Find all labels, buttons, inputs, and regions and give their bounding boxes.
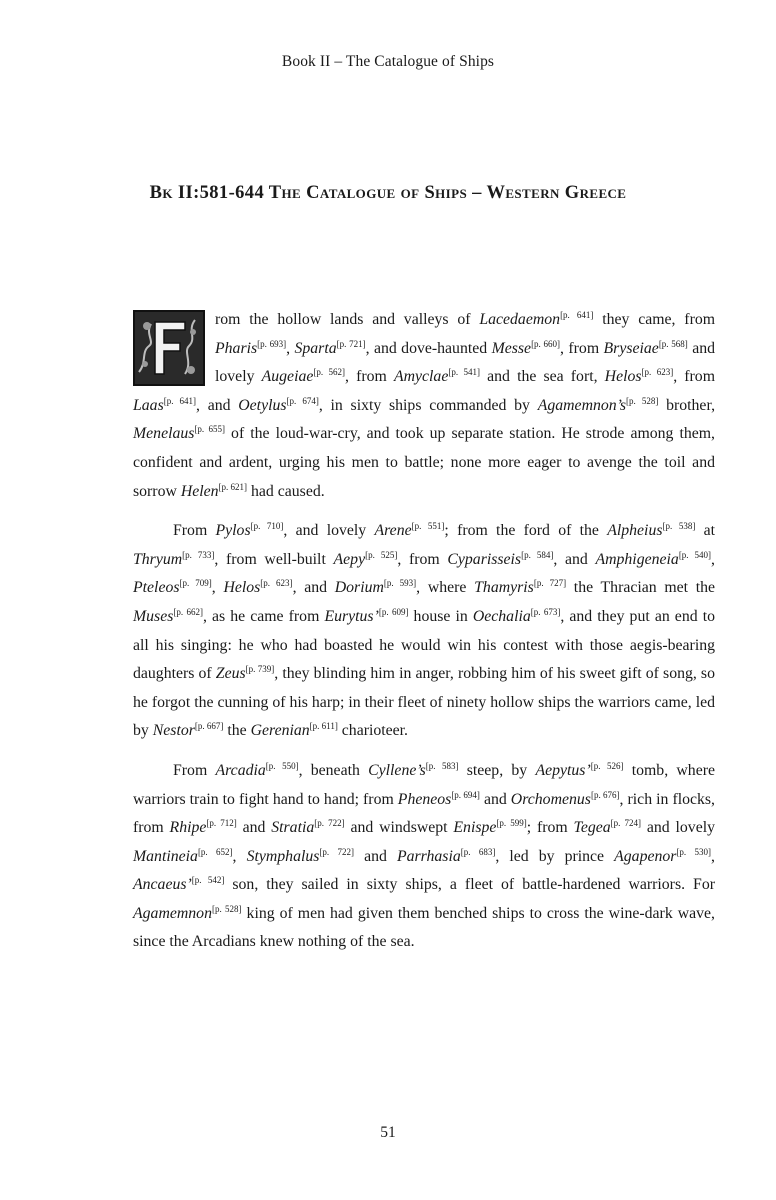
text-run: king of men had given them benched ships to cross the wine-dark wave, since the Arcadians knew nothing of the sea. bbox=[133, 904, 716, 951]
text-run: , from bbox=[560, 339, 604, 357]
text-run: brother, bbox=[658, 396, 716, 414]
text-run: , bbox=[286, 339, 295, 357]
text-run: house in bbox=[408, 607, 473, 625]
page-reference: [p. 599] bbox=[496, 818, 527, 829]
text-run: , bbox=[232, 847, 247, 865]
text-run: and the sea fort, bbox=[480, 368, 605, 386]
page-reference: [p. 525] bbox=[365, 549, 398, 560]
proper-name: Nestor bbox=[152, 722, 195, 740]
text-run: steep, by bbox=[458, 761, 536, 779]
page-reference: [p. 655] bbox=[194, 424, 226, 435]
page-reference: [p. 662] bbox=[173, 606, 203, 617]
proper-name: Aepytus’ bbox=[535, 761, 591, 779]
proper-name: Oechalia bbox=[472, 607, 531, 625]
text-run: and windswept bbox=[344, 819, 454, 837]
text-run: , from bbox=[397, 550, 448, 568]
text-run: rom the hollow lands and valleys of bbox=[215, 311, 480, 328]
proper-name: Agapenor bbox=[614, 847, 677, 865]
proper-name: Pylos bbox=[215, 522, 251, 540]
proper-name: Orchomenus bbox=[510, 790, 591, 808]
proper-name: Thamyris bbox=[474, 579, 534, 597]
text-run: , in sixty ships commanded by bbox=[318, 396, 538, 414]
paragraph-2 bbox=[133, 517, 715, 746]
proper-name: Amyclae bbox=[393, 368, 449, 386]
proper-name: Tegea bbox=[573, 819, 611, 837]
page-reference: [p. 694] bbox=[451, 789, 480, 800]
text-run: ; from the ford of the bbox=[444, 522, 608, 540]
text-run: , beneath bbox=[298, 761, 369, 779]
page-reference: [p. 526] bbox=[590, 760, 624, 771]
proper-name: Menelaus bbox=[133, 425, 195, 443]
proper-name: Mantineia bbox=[133, 847, 198, 865]
proper-name: Pteleos bbox=[133, 579, 180, 597]
text-run: and bbox=[479, 790, 511, 808]
proper-name: Cyllene’s bbox=[368, 761, 426, 779]
page-reference: [p. 709] bbox=[179, 578, 212, 589]
proper-name: Rhipe bbox=[169, 819, 207, 837]
text-run: son, they sailed in sixty ships, a fleet of battle-hardened warriors. For bbox=[224, 876, 716, 894]
text-run: tomb, where warriors train to fight hand to hand; from bbox=[133, 761, 715, 808]
page-reference: [p. 660] bbox=[531, 338, 561, 349]
page-reference: [p. 733] bbox=[182, 549, 215, 560]
page-reference: [p. 712] bbox=[206, 818, 237, 829]
paragraph-1 bbox=[133, 306, 715, 506]
text-run: , from well-built bbox=[214, 550, 334, 568]
text-run: From bbox=[173, 522, 216, 540]
text-run: of the loud-war-cry, and took up separate station. He strode among them, confident and ardent, urging his men to battle; none more eager to avenge the toil and sorrow bbox=[133, 425, 716, 500]
text-run: the Thracian met the bbox=[566, 579, 716, 597]
proper-name: Arene bbox=[374, 522, 412, 540]
chapter-title: Bk II:581-644 The Catalogue of Ships – Western Greece bbox=[149, 183, 627, 203]
text-run: , from bbox=[673, 368, 715, 386]
text-run: , and dove-haunted bbox=[365, 339, 492, 357]
page-reference: [p. 724] bbox=[610, 818, 642, 829]
page-reference: [p. 593] bbox=[383, 578, 417, 589]
proper-name: Zeus bbox=[215, 665, 246, 683]
text-run: , and they put an end to all his singing: he who had boasted he would win his contest with those aegis-bearing daughters of bbox=[133, 607, 715, 683]
page-reference: [p. 674] bbox=[286, 395, 319, 406]
text-run: , as he came from bbox=[203, 607, 325, 625]
page-reference: [p. 540] bbox=[678, 549, 712, 560]
page-reference: [p. 739] bbox=[245, 664, 275, 675]
page-reference: [p. 530] bbox=[676, 846, 712, 857]
proper-name: Augeiae bbox=[261, 368, 314, 386]
proper-name: Pheneos bbox=[397, 790, 452, 808]
running-head: Book II – The Catalogue of Ships bbox=[281, 53, 495, 70]
page-reference: [p. 623] bbox=[641, 367, 674, 378]
page-reference: [p. 542] bbox=[191, 875, 225, 886]
text-run: , and bbox=[553, 550, 596, 568]
text-run: , bbox=[211, 579, 224, 597]
text-run: , bbox=[711, 847, 715, 865]
text-run: , from bbox=[345, 368, 394, 386]
dropcap-ornament bbox=[133, 310, 205, 386]
page-reference: [p. 584] bbox=[521, 549, 554, 560]
text-run: , rich in flocks, from bbox=[133, 790, 716, 837]
page-reference: [p. 667] bbox=[194, 721, 224, 732]
text-run: , they blinding him in anger, robbing him of his sweet gift of song, so he forgot the cunning of his harp; in their fleet of ninety hollow ships the warriors came, led by bbox=[133, 665, 715, 740]
text-run: From bbox=[173, 761, 216, 779]
proper-name: Bryseiae bbox=[603, 339, 659, 357]
text-run: , and lovely bbox=[283, 522, 375, 540]
page-reference: [p. 641] bbox=[163, 395, 197, 406]
proper-name: Enispe bbox=[453, 819, 497, 837]
proper-name: Parrhasia bbox=[396, 847, 461, 865]
page-number: 51 bbox=[380, 1124, 396, 1141]
page-reference: [p. 673] bbox=[530, 606, 561, 617]
page-reference: [p. 722] bbox=[314, 818, 345, 829]
proper-name: Messe bbox=[491, 339, 532, 357]
proper-name: Pharis bbox=[215, 339, 258, 357]
text-body bbox=[133, 306, 715, 968]
text-run: , led by prince bbox=[495, 847, 615, 865]
page-reference: [p. 722] bbox=[319, 846, 355, 857]
page-reference: [p. 652] bbox=[197, 846, 233, 857]
page-reference: [p. 641] bbox=[560, 310, 594, 320]
proper-name: Helen bbox=[180, 482, 219, 500]
proper-name: Cyparisseis bbox=[447, 550, 522, 568]
page-reference: [p. 550] bbox=[265, 760, 299, 771]
text-run: had caused. bbox=[247, 482, 325, 500]
text-run: at bbox=[695, 522, 715, 540]
text-run: the bbox=[223, 722, 251, 740]
page-reference: [p. 727] bbox=[533, 578, 567, 589]
paragraph-3 bbox=[133, 757, 715, 957]
page-reference: [p. 721] bbox=[336, 338, 366, 349]
proper-name: Dorium bbox=[334, 579, 384, 597]
proper-name: Arcadia bbox=[215, 761, 266, 779]
page-reference: [p. 611] bbox=[309, 721, 338, 732]
proper-name: Aepy bbox=[333, 550, 366, 568]
text-run: and bbox=[354, 847, 397, 865]
page-reference: [p. 583] bbox=[425, 760, 459, 771]
proper-name: Helos bbox=[223, 579, 261, 597]
page-reference: [p. 541] bbox=[448, 367, 481, 378]
proper-name: Agamemnon’s bbox=[537, 396, 627, 414]
proper-name: Amphigeneia bbox=[595, 550, 679, 568]
proper-name: Stymphalus bbox=[246, 847, 320, 865]
proper-name: Agamemnon bbox=[133, 904, 212, 922]
text-run: , and bbox=[292, 579, 335, 597]
page-reference: [p. 562] bbox=[313, 367, 346, 378]
proper-name: Gerenian bbox=[250, 722, 310, 740]
page-reference: [p. 623] bbox=[260, 578, 293, 589]
text-run: and lovely bbox=[215, 339, 716, 386]
proper-name: Lacedaemon bbox=[479, 311, 561, 328]
text-run: charioteer. bbox=[337, 722, 409, 740]
page-reference: [p. 609] bbox=[378, 606, 409, 617]
text-run: and bbox=[236, 819, 272, 837]
page-reference: [p. 693] bbox=[257, 338, 287, 349]
dropcap-vine-icon bbox=[135, 312, 203, 384]
proper-name: Ancaeus’ bbox=[133, 876, 192, 894]
proper-name: Helos bbox=[604, 368, 642, 386]
text-run: and lovely bbox=[641, 819, 715, 837]
proper-name: Oetylus bbox=[238, 396, 287, 414]
proper-name: Muses bbox=[133, 607, 174, 625]
proper-name: Eurytus’ bbox=[324, 607, 379, 625]
page-reference: [p. 568] bbox=[658, 338, 688, 349]
proper-name: Sparta bbox=[294, 339, 337, 357]
text-run: , and bbox=[196, 396, 239, 414]
text-run: ; from bbox=[526, 819, 574, 837]
page-reference: [p. 538] bbox=[662, 521, 696, 532]
page-reference: [p. 528] bbox=[211, 903, 242, 914]
page-reference: [p. 710] bbox=[250, 521, 284, 532]
proper-name: Stratia bbox=[271, 819, 315, 837]
text-run: they came, from bbox=[593, 311, 716, 328]
proper-name: Alpheius bbox=[607, 522, 663, 540]
text-run: , bbox=[711, 550, 715, 568]
text-run: , where bbox=[416, 579, 475, 597]
page-reference: [p. 551] bbox=[411, 521, 445, 532]
proper-name: Thryum bbox=[133, 550, 183, 568]
page-reference: [p. 676] bbox=[590, 789, 620, 800]
page-reference: [p. 528] bbox=[626, 395, 659, 406]
proper-name: Laas bbox=[133, 396, 164, 414]
page-reference: [p. 621] bbox=[218, 481, 248, 492]
page-reference: [p. 683] bbox=[460, 846, 496, 857]
